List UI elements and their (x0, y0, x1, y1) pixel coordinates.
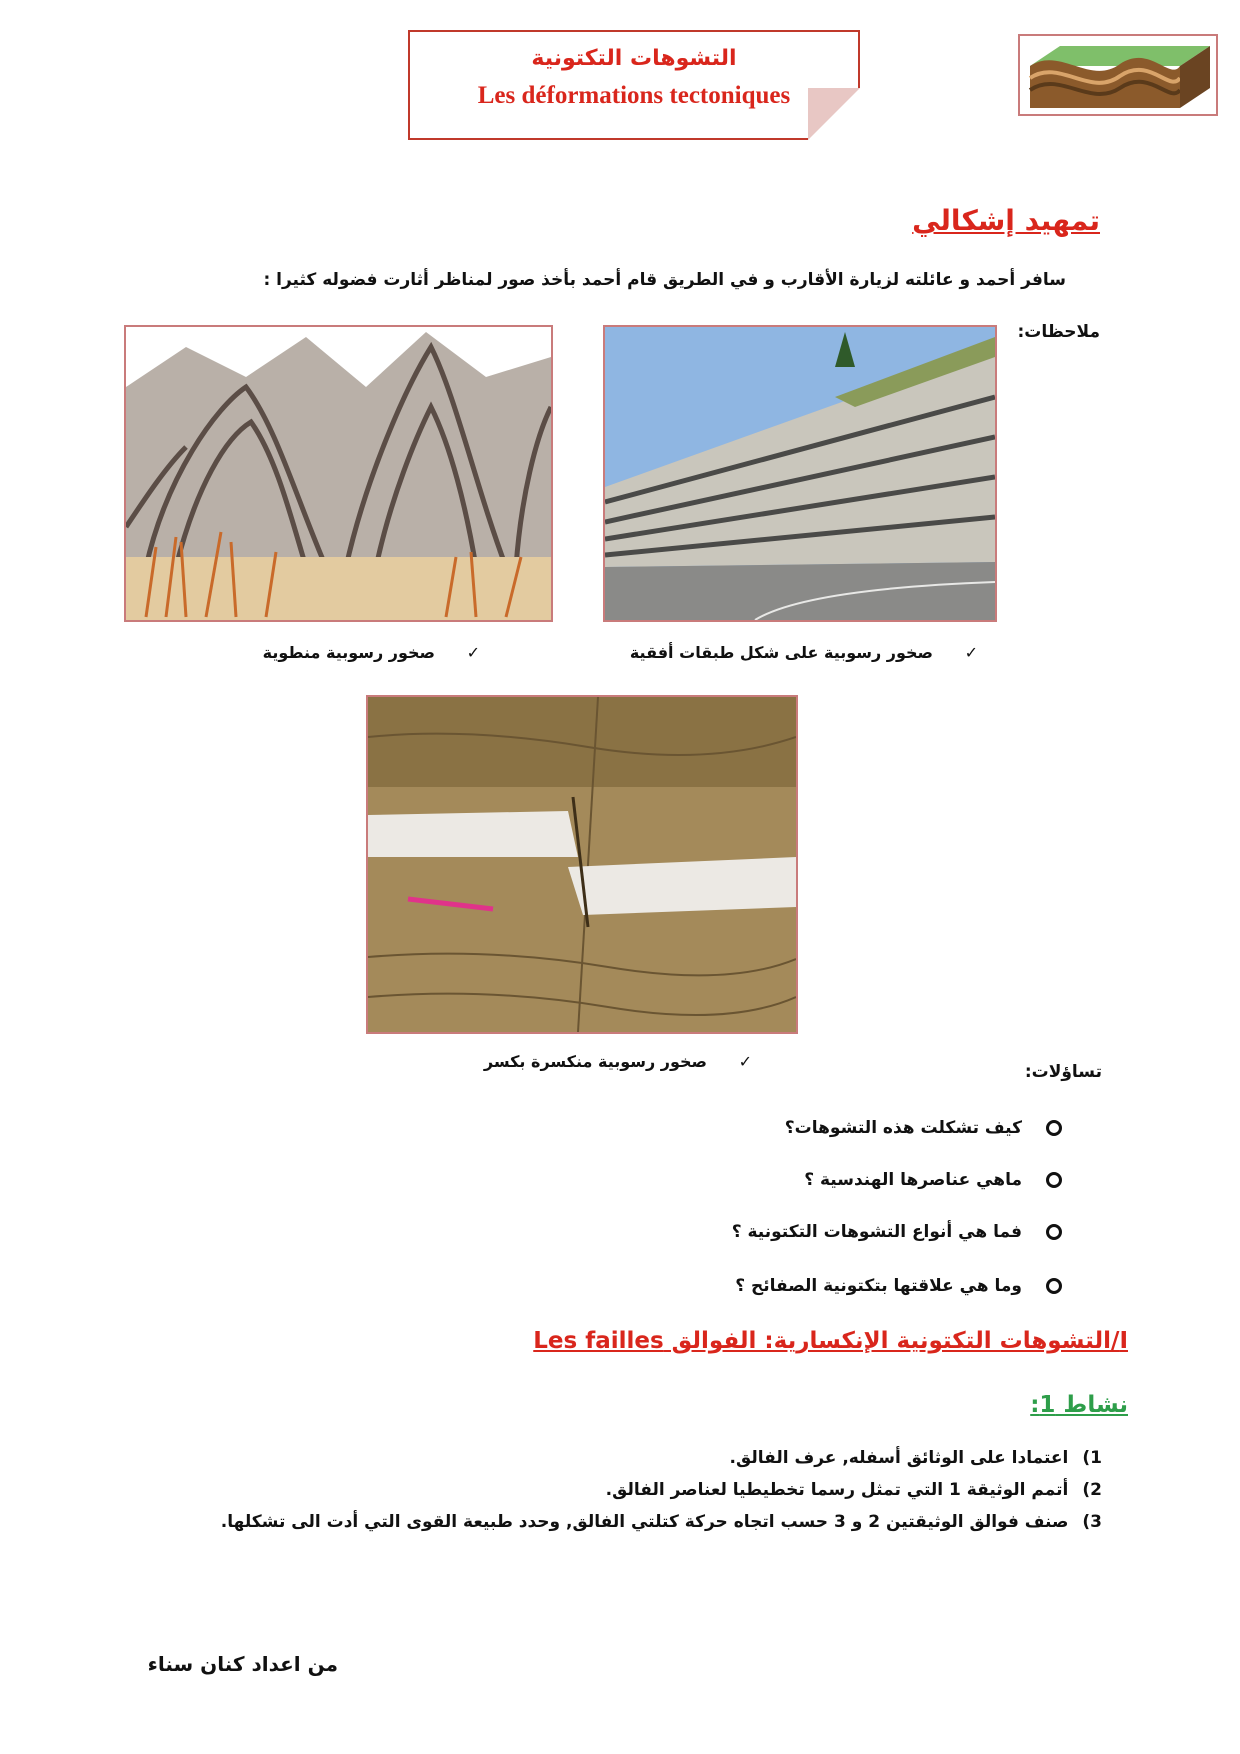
intro-text: سافر أحمد و عائلته لزيارة الأقارب و في الطريق قام أحمد بأخذ صور لمناظر أثارت فضوله كثيرا : (263, 270, 1066, 290)
caption-text: صخور رسوبية على شكل طبقات أفقية (629, 643, 934, 662)
photo-faulted-strata (366, 695, 798, 1034)
circle-bullet-icon (1046, 1172, 1062, 1188)
observations-label: ملاحظات: (1017, 322, 1100, 342)
photo-horizontal-strata (603, 325, 997, 622)
intro-heading: تمهيد إشكالي (912, 204, 1100, 237)
activity-item: 1)اعتمادا على الوثائق أسفله, عرف الفالق. (729, 1448, 1102, 1468)
question-item: ماهي عناصرها الهندسية ؟ (804, 1170, 1062, 1190)
activity-heading: نشاط 1: (1030, 1392, 1128, 1418)
questions-label: تساؤلات: (1024, 1062, 1102, 1082)
question-item: كيف تشكلت هذه التشوهات؟ (785, 1118, 1062, 1138)
activity-item: 3)صنف فوالق الوثيقتين 2 و 3 حسب اتجاه حركة كتلتي الفالق, وحدد طبيعة القوى التي أدت الى تشكلها. (220, 1512, 1102, 1532)
checkmark-icon: ✓ (964, 643, 978, 662)
title-arabic: التشوهات التكتونية (531, 46, 737, 71)
caption-horizontal-strata (630, 643, 978, 662)
folded-strata-block-illustration (1018, 34, 1218, 116)
title-box (408, 30, 860, 140)
footer-author: من اعداد كنان سناء (147, 1652, 338, 1676)
activity-item: 2)أتمم الوثيقة 1 التي تمثل رسما تخطيطيا لعناصر الفالق. (605, 1480, 1102, 1500)
question-item: فما هي أنواع التشوهات التكتونية ؟ (732, 1222, 1062, 1242)
question-item: وما هي علاقتها بتكتونية الصفائح ؟ (735, 1276, 1062, 1296)
section-faults-heading: I/التشوهات التكتونية الإنكسارية: الفوالق Les failles (533, 1328, 1128, 1354)
page-curl-decoration (808, 88, 860, 140)
caption-text: صخور رسوبية منكسرة بكسر (483, 1052, 708, 1071)
checkmark-icon: ✓ (466, 643, 480, 662)
caption-faulted-strata (484, 1052, 752, 1071)
circle-bullet-icon (1046, 1120, 1062, 1136)
circle-bullet-icon (1046, 1224, 1062, 1240)
photo-folded-strata (124, 325, 553, 622)
circle-bullet-icon (1046, 1278, 1062, 1294)
title-french: Les déformations tectoniques (477, 82, 791, 109)
caption-folded-strata (263, 643, 480, 662)
checkmark-icon: ✓ (738, 1052, 752, 1071)
caption-text: صخور رسوبية منطوية (262, 643, 436, 662)
